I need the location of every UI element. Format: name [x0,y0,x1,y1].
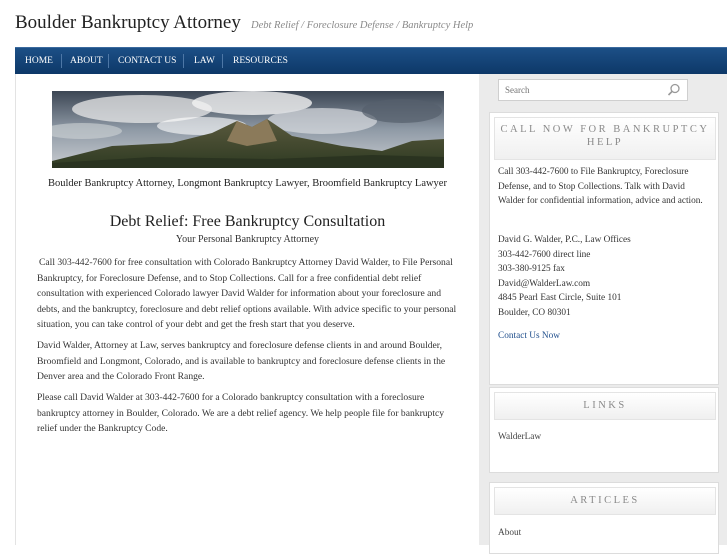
contact-us-now-link[interactable]: Contact Us Now [498,331,560,341]
page-subtitle: Your Personal Bankruptcy Attorney [175,234,320,245]
nav-separator [183,54,184,68]
links-heading: LINKS [494,392,716,420]
nav-about[interactable]: ABOUT [70,56,103,66]
nav-home[interactable]: HOME [25,56,53,66]
street-address: 4845 Pearl East Circle, Suite 101 [498,293,622,303]
banner-caption: Boulder Bankruptcy Attorney, Longmont Bankruptcy Lawyer, Broomfield Bankruptcy Lawyer [48,178,447,189]
page-title: Debt Relief: Free Bankruptcy Consultation [109,213,386,230]
nav-law[interactable]: LAW [194,56,215,66]
articles-widget [489,482,719,554]
body-paragraph-service-area: David Walder, Attorney at Law, serves bankruptcy and foreclosure defense clients in and around Boulder, Broomfield and Longmont, Colorado, and is available to bankruptcy and foreclosure defense clients in the Denver area and the Colorado Front Range. [37,340,446,383]
nav-separator [108,54,109,68]
search-icon[interactable] [667,83,681,97]
call-now-heading: CALL NOW FOR BANKRUPTCY HELP [494,117,716,160]
article-about[interactable]: About [498,528,522,538]
nav-contact-us[interactable]: CONTACT US [118,56,177,66]
articles-heading: ARTICLES [494,487,716,515]
call-now-widget [489,112,719,385]
site-header [0,0,727,46]
call-now-intro: Call 303-442-7600 to File Bankruptcy, Foreclosure Defense, and to Stop Collections. Talk with David Walder for confidential information, advice and action. [498,167,703,206]
body-paragraph-call: Please call David Walder at 303-442-7600 for a Colorado bankruptcy consultation with a foreclosure bankruptcy attorney in Boulder, Colorado. We are a debt relief agency. We help people file for bankruptcy relief under the Bankruptcy Code. [37,392,445,435]
direct-phone: 303-442-7600 direct line [498,249,591,260]
site-title[interactable]: Boulder Bankruptcy Attorney [15,12,241,33]
link-walderlaw[interactable]: WalderLaw [498,432,542,442]
body-paragraph-intro: Call 303-442-7600 for free consultation with Colorado Bankruptcy Attorney David Walder, to File Personal Bankruptcy, for Foreclosure Defense, and to Stop Collections. Call for a free confidential debt relief consultation with experienced Colorado lawyer David Walder for information about your foreclosure and debts, and the bankruptcy, foreclosure and debt relief options available. With advice specific to your personal situation, you can take control of your debt and get the fresh start that you deserve. [37,257,457,331]
search-input[interactable] [505,83,655,97]
nav-separator [61,54,62,68]
main-content [15,74,480,545]
fax-number: 303-380-9125 fax [498,264,565,274]
mountain-banner-image [52,91,444,168]
nav-resources[interactable]: RESOURCES [233,56,288,66]
sidebar [479,74,727,545]
site-tagline: Debt Relief / Foreclosure Defense / Bankruptcy Help [251,20,474,31]
city-address: Boulder, CO 80301 [498,307,571,318]
nav-separator [222,54,223,68]
search-box [498,79,688,101]
email-address: David@WalderLaw.com [498,278,591,289]
links-widget [489,387,719,473]
firm-name: David G. Walder, P.C., Law Offices [498,235,631,245]
main-nav [15,47,727,74]
